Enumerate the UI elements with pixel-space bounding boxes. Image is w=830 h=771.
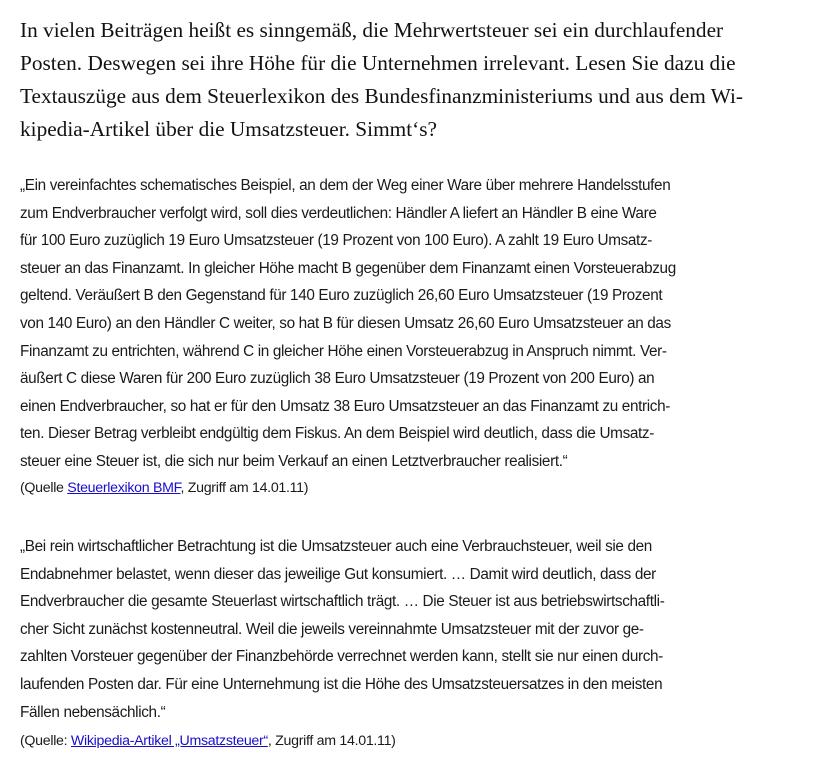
- intro-line: Textauszüge aus dem Steuerlexikon des Bundesfinanzministeriums und aus dem Wi-: [20, 84, 743, 108]
- quote-line: Endverbraucher die gesamte Steuerlast wirtschaftlich trägt. … Die Steuer ist aus betriebswirtschaftli-: [20, 593, 665, 611]
- quote-line: Endabnehmer belastet, wenn dieser das jeweilige Gut konsumiert. … Damit wird deutlich, dass der: [20, 565, 656, 583]
- quote-line: ten. Dieser Betrag verbleibt endgültig dem Fiskus. An dem Beispiel wird deutlich, dass die Umsatz-: [20, 425, 654, 443]
- steuerlexikon-bmf-link[interactable]: Steuerlexikon BMF: [67, 480, 181, 496]
- quote-line: einen Endverbraucher, so hat er für den Umsatz 38 Euro Umsatzsteuer an das Finanzamt zu entrich-: [20, 397, 671, 415]
- quote-steuerlexikon: [20, 172, 820, 476]
- source-suffix: , Zugriff am 14.01.11): [180, 480, 309, 496]
- quote-line: zahlten Vorsteuer gegenüber der Finanzbehörde verrechnet werden kann, stellt sie nur einen durch-: [20, 648, 663, 666]
- quote-line: steuer eine Steuer ist, die sich nur beim Verkauf an einen Letztverbraucher realisiert.“: [20, 452, 568, 470]
- quote-line: zum Endverbraucher verfolgt wird, soll dies verdeutlichen: Händler A liefert an Händler B eine Ware: [20, 204, 657, 222]
- quote-line: geltend. Veräußert B den Gegenstand für 140 Euro zuzüglich 26,60 Euro Umsatzsteuer (19 Prozent: [20, 287, 663, 305]
- quote-line: von 140 Euro) an den Händler C weiter, so hat B für diesen Umsatz 26,60 Euro Umsatzsteuer an das: [20, 314, 671, 332]
- quote-line: laufenden Posten dar. Für eine Unternehmung ist die Höhe des Umsatzsteuersatzes in den meisten: [20, 675, 663, 693]
- source-citation-bmf: [20, 478, 308, 498]
- quote-line: äußert C diese Waren für 200 Euro zuzüglich 38 Euro Umsatzsteuer (19 Prozent von 200 Euro) an: [20, 370, 655, 388]
- source-prefix: (Quelle: [20, 480, 68, 496]
- quote-line: für 100 Euro zuzüglich 19 Euro Umsatzsteuer (19 Prozent von 100 Euro). A zahlt 19 Euro Umsatz-: [20, 232, 652, 250]
- quote-line: steuer an das Finanzamt. In gleicher Höhe macht B gegenüber dem Finanzamt einen Vorsteuerabzug: [20, 259, 676, 277]
- intro-line: In vielen Beiträgen heißt es sinngemäß, die Mehrwertsteuer sei ein durchlaufender: [20, 18, 724, 42]
- source-suffix: , Zugriff am 14.01.11): [267, 733, 396, 749]
- intro-paragraph: [20, 14, 820, 146]
- intro-line: Posten. Deswegen sei ihre Höhe für die Unternehmen irrelevant. Lesen Sie dazu die: [20, 51, 736, 75]
- quote-line: cher Sicht zunächst kostenneutral. Weil die jeweils vereinnahmte Umsatzsteuer mit der zuvor ge-: [20, 620, 644, 638]
- source-citation-wikipedia: [20, 731, 396, 751]
- quote-line: Finanzamt zu entrichten, während C in gleicher Höhe einen Vorsteuerabzug in Anspruch nimmt. Ver-: [20, 342, 667, 360]
- quote-wikipedia: [20, 533, 820, 726]
- intro-line: kipedia-Artikel über die Umsatzsteuer. Simmt‘s?: [20, 117, 437, 141]
- wikipedia-umsatzsteuer-link[interactable]: Wikipedia-Artikel „Umsatzsteuer“: [70, 733, 268, 749]
- quote-line: Fällen nebensächlich.“: [20, 703, 166, 721]
- quote-line: „Ein vereinfachtes schematisches Beispiel, an dem der Weg einer Ware über mehrere Handelsstufen: [20, 177, 671, 194]
- quote-line: „Bei rein wirtschaftlicher Betrachtung ist die Umsatzsteuer auch eine Verbrauchsteuer, weil sie den: [20, 538, 652, 555]
- source-prefix: (Quelle:: [20, 733, 71, 749]
